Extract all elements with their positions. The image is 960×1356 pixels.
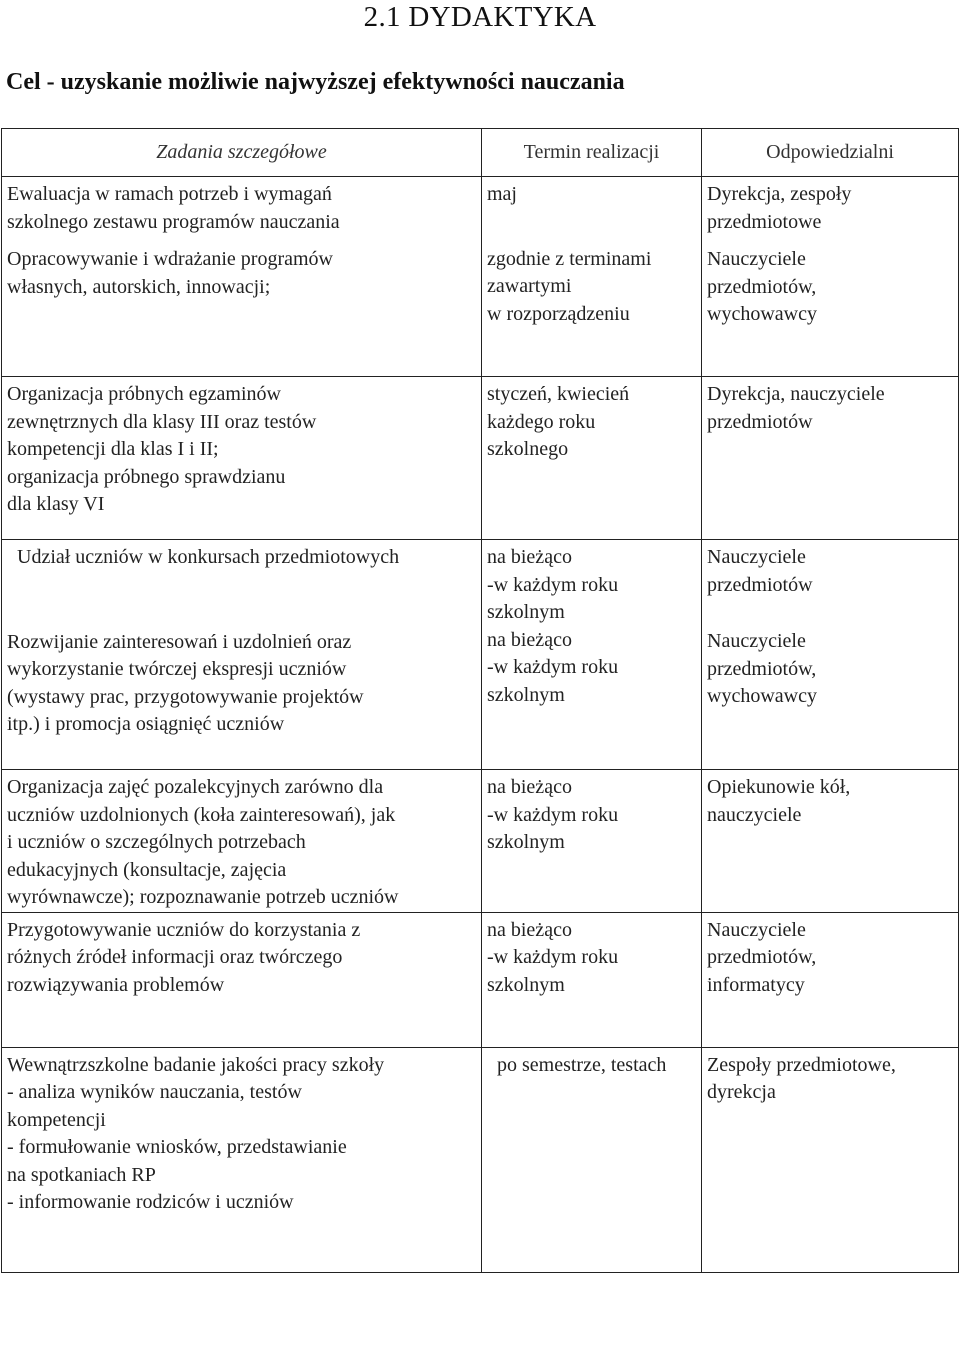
responsible-text: Zespoły przedmiotowe, dyrekcja [707, 1053, 896, 1103]
page-title: 2.1 DYDAKTYKA [363, 1, 597, 33]
deadline-text: zgodnie z terminami zawartymi w rozporządzeniu [487, 247, 652, 325]
deadline-text: na bieżąco -w każdym roku szkolnym [487, 628, 619, 706]
responsible-cell [702, 177, 959, 377]
deadline-cell [482, 540, 702, 770]
task-text: Organizacja próbnych egzaminów zewnętrznych dla klasy III oraz testów kompetencji dla klas I i II; organizacja próbnego sprawdzianu dla klasy VI [7, 383, 317, 515]
responsible-text: Nauczyciele przedmiotów, informatycy [707, 918, 817, 996]
deadline-cell [482, 177, 702, 377]
table-row [2, 1047, 959, 1272]
deadline-text: na bieżąco -w każdym roku szkolnym [487, 546, 619, 623]
table-row [2, 177, 959, 377]
tasks-cell [2, 770, 482, 913]
tasks-cell [2, 177, 482, 377]
responsible-cell [702, 540, 959, 770]
table-row [2, 377, 959, 540]
task-text: Opracowywanie i wdrażanie programów własnych, autorskich, innowacji; [7, 248, 333, 298]
task-text: Wewnątrzszkolne badanie jakości pracy szkoły - analiza wyników nauczania, testów kompetencji - formułowanie wniosków, przedstawianie na spotkaniach RP - informowanie rodziców i uczniów [7, 1053, 385, 1213]
deadline-text: na bieżąco -w każdym roku szkolnym [487, 776, 619, 853]
didactics-table [1, 128, 959, 1273]
tasks-cell [2, 1047, 482, 1272]
deadline-text: po semestrze, testach [497, 1053, 667, 1076]
responsible-cell [702, 912, 959, 1047]
deadline-cell [482, 770, 702, 913]
task-text: Przygotowywanie uczniów do korzystania z różnych źródeł informacji oraz twórczego rozwiązywania problemów [7, 918, 361, 996]
table-row [2, 540, 959, 770]
deadline-cell [482, 912, 702, 1047]
header-tasks: Zadania szczegółowe [2, 129, 482, 177]
responsible-cell [702, 1047, 959, 1272]
table-row [2, 770, 959, 913]
task-text: Rozwijanie zainteresowań i uzdolnień oraz wykorzystanie twórczej ekspresji uczniów (wystawy prac, przygotowywanie projektów itp.) i promocja osiągnięć uczniów [7, 630, 364, 735]
table-row [2, 912, 959, 1047]
tasks-cell [2, 540, 482, 770]
deadline-cell [482, 377, 702, 540]
goal-heading: Cel - uzyskanie możliwie najwyższej efektywności nauczania [6, 69, 625, 95]
tasks-cell [2, 912, 482, 1047]
responsible-text: Nauczyciele przedmiotów, wychowawcy [707, 630, 817, 707]
task-text: Ewaluacja w ramach potrzeb i wymagań szkolnego zestawu programów nauczania [7, 183, 340, 233]
responsible-cell [702, 377, 959, 540]
responsible-cell [702, 770, 959, 913]
header-responsible: Odpowiedzialni [702, 129, 959, 177]
tasks-cell [2, 377, 482, 540]
deadline-text: na bieżąco -w każdym roku szkolnym [487, 918, 619, 996]
task-text: Udział uczniów w konkursach przedmiotowych [17, 546, 400, 568]
responsible-text: Dyrekcja, zespoły przedmiotowe [707, 183, 852, 233]
responsible-text: Nauczyciele przedmiotów [707, 546, 813, 596]
deadline-cell [482, 1047, 702, 1272]
header-deadline: Termin realizacji [482, 129, 702, 177]
responsible-text: Nauczyciele przedmiotów, wychowawcy [707, 248, 817, 325]
deadline-text: maj [487, 183, 517, 205]
responsible-text: Dyrekcja, nauczyciele przedmiotów [707, 383, 885, 433]
responsible-text: Opiekunowie kół, nauczyciele [707, 776, 851, 826]
deadline-text: styczeń, kwiecień każdego roku szkolnego [487, 383, 630, 460]
table-header-row [2, 129, 959, 177]
task-text: Organizacja zajęć pozalekcyjnych zarówno dla uczniów uzdolnionych (koła zainteresowań), jak i uczniów o szczególnych potrzebach edukacyjnych (konsultacje, zajęcia wyrównawcze); rozpoznawanie potrzeb uczniów [7, 776, 399, 908]
